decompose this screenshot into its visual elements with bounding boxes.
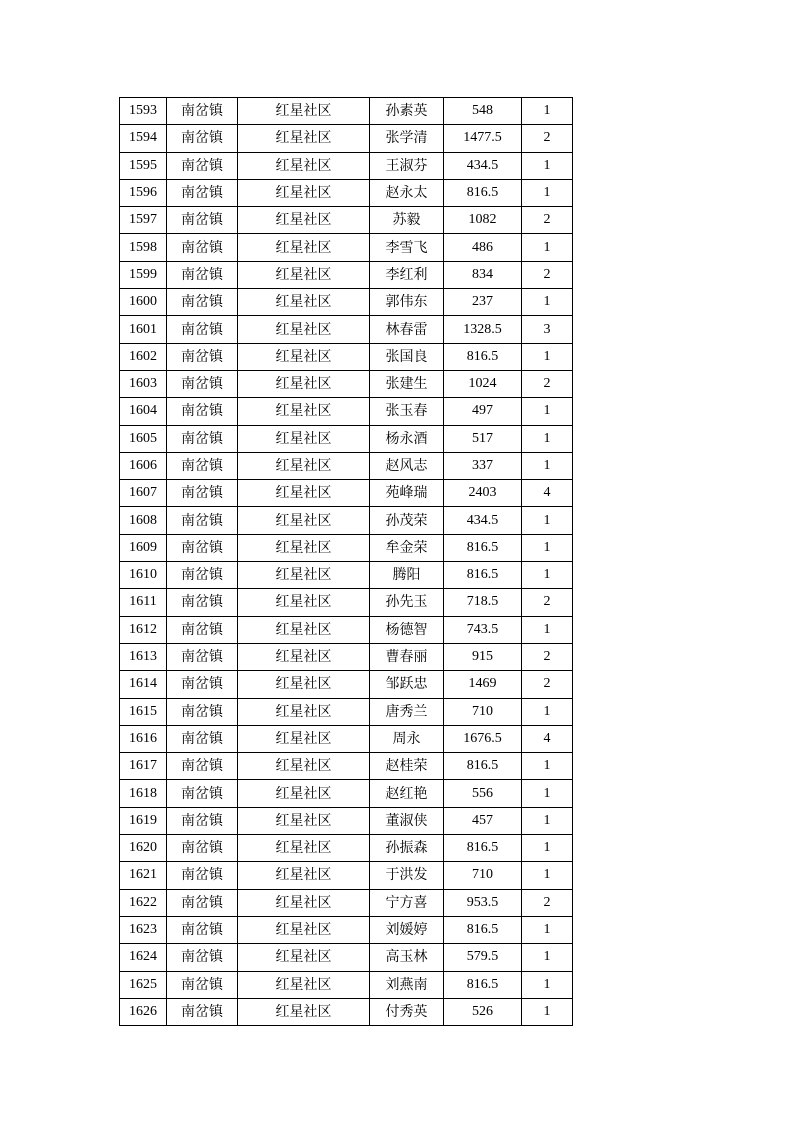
count-cell: 1 [522,398,573,425]
row-number: 1618 [120,780,167,807]
row-number: 1624 [120,944,167,971]
community-cell: 红星社区 [238,862,370,889]
row-number: 1614 [120,671,167,698]
name-cell: 于洪发 [370,862,444,889]
count-cell: 1 [522,152,573,179]
table-row [120,643,573,670]
count-cell: 1 [522,562,573,589]
name-cell: 李红利 [370,261,444,288]
community-cell: 红星社区 [238,916,370,943]
town-cell: 南岔镇 [167,98,238,125]
count-cell: 1 [522,616,573,643]
town-cell: 南岔镇 [167,780,238,807]
table-row [120,671,573,698]
name-cell: 杨永酒 [370,425,444,452]
amount-cell: 816.5 [444,562,522,589]
table-row [120,425,573,452]
table-row [120,370,573,397]
name-cell: 张学清 [370,125,444,152]
name-cell: 赵风志 [370,452,444,479]
town-cell: 南岔镇 [167,807,238,834]
community-cell: 红星社区 [238,98,370,125]
amount-cell: 1676.5 [444,725,522,752]
count-cell: 1 [522,698,573,725]
count-cell: 2 [522,125,573,152]
count-cell: 1 [522,179,573,206]
name-cell: 孙先玉 [370,589,444,616]
count-cell: 1 [522,971,573,998]
town-cell: 南岔镇 [167,152,238,179]
row-number: 1597 [120,207,167,234]
amount-cell: 337 [444,452,522,479]
town-cell: 南岔镇 [167,316,238,343]
community-cell: 红星社区 [238,398,370,425]
amount-cell: 237 [444,289,522,316]
table-row [120,780,573,807]
town-cell: 南岔镇 [167,725,238,752]
row-number: 1598 [120,234,167,261]
count-cell: 2 [522,671,573,698]
name-cell: 牟金荣 [370,534,444,561]
town-cell: 南岔镇 [167,179,238,206]
amount-cell: 743.5 [444,616,522,643]
name-cell: 李雪飞 [370,234,444,261]
name-cell: 赵红艳 [370,780,444,807]
community-cell: 红星社区 [238,289,370,316]
name-cell: 赵桂荣 [370,753,444,780]
amount-cell: 1328.5 [444,316,522,343]
row-number: 1609 [120,534,167,561]
row-number: 1594 [120,125,167,152]
table-row [120,343,573,370]
town-cell: 南岔镇 [167,534,238,561]
count-cell: 4 [522,480,573,507]
amount-cell: 1477.5 [444,125,522,152]
name-cell: 刘媛婷 [370,916,444,943]
table-row [120,234,573,261]
row-number: 1613 [120,643,167,670]
table-row [120,152,573,179]
town-cell: 南岔镇 [167,671,238,698]
row-number: 1600 [120,289,167,316]
row-number: 1619 [120,807,167,834]
community-cell: 红星社区 [238,425,370,452]
town-cell: 南岔镇 [167,507,238,534]
table-row [120,889,573,916]
community-cell: 红星社区 [238,671,370,698]
row-number: 1620 [120,835,167,862]
amount-cell: 710 [444,862,522,889]
name-cell: 唐秀兰 [370,698,444,725]
row-number: 1615 [120,698,167,725]
count-cell: 1 [522,425,573,452]
row-number: 1607 [120,480,167,507]
table-row [120,534,573,561]
table-row [120,507,573,534]
row-number: 1601 [120,316,167,343]
name-cell: 董淑侠 [370,807,444,834]
table-row [120,835,573,862]
community-cell: 红星社区 [238,534,370,561]
count-cell: 2 [522,207,573,234]
town-cell: 南岔镇 [167,616,238,643]
table-row [120,452,573,479]
row-number: 1596 [120,179,167,206]
town-cell: 南岔镇 [167,753,238,780]
community-cell: 红星社区 [238,507,370,534]
amount-cell: 816.5 [444,753,522,780]
community-cell: 红星社区 [238,753,370,780]
table-row [120,944,573,971]
town-cell: 南岔镇 [167,398,238,425]
name-cell: 宁方喜 [370,889,444,916]
town-cell: 南岔镇 [167,916,238,943]
town-cell: 南岔镇 [167,562,238,589]
name-cell: 刘燕南 [370,971,444,998]
town-cell: 南岔镇 [167,370,238,397]
table-row [120,261,573,288]
name-cell: 邹跃忠 [370,671,444,698]
count-cell: 2 [522,261,573,288]
name-cell: 张玉春 [370,398,444,425]
community-cell: 红星社区 [238,370,370,397]
amount-cell: 953.5 [444,889,522,916]
community-cell: 红星社区 [238,643,370,670]
amount-cell: 497 [444,398,522,425]
count-cell: 4 [522,725,573,752]
community-cell: 红星社区 [238,835,370,862]
row-number: 1595 [120,152,167,179]
community-cell: 红星社区 [238,889,370,916]
count-cell: 2 [522,589,573,616]
community-cell: 红星社区 [238,998,370,1025]
town-cell: 南岔镇 [167,207,238,234]
town-cell: 南岔镇 [167,452,238,479]
row-number: 1622 [120,889,167,916]
table-row [120,480,573,507]
amount-cell: 556 [444,780,522,807]
community-cell: 红星社区 [238,944,370,971]
table-row [120,862,573,889]
count-cell: 1 [522,507,573,534]
count-cell: 1 [522,234,573,261]
amount-cell: 834 [444,261,522,288]
data-table [119,97,573,1026]
count-cell: 1 [522,753,573,780]
name-cell: 杨德智 [370,616,444,643]
amount-cell: 526 [444,998,522,1025]
amount-cell: 434.5 [444,152,522,179]
count-cell: 1 [522,807,573,834]
amount-cell: 457 [444,807,522,834]
count-cell: 2 [522,370,573,397]
name-cell: 林春雷 [370,316,444,343]
table-row [120,998,573,1025]
row-number: 1603 [120,370,167,397]
name-cell: 付秀英 [370,998,444,1025]
name-cell: 张国良 [370,343,444,370]
count-cell: 1 [522,98,573,125]
count-cell: 1 [522,343,573,370]
amount-cell: 816.5 [444,835,522,862]
amount-cell: 816.5 [444,343,522,370]
row-number: 1599 [120,261,167,288]
count-cell: 1 [522,534,573,561]
name-cell: 孙素英 [370,98,444,125]
table-row [120,916,573,943]
town-cell: 南岔镇 [167,125,238,152]
amount-cell: 816.5 [444,916,522,943]
town-cell: 南岔镇 [167,425,238,452]
community-cell: 红星社区 [238,971,370,998]
count-cell: 1 [522,452,573,479]
name-cell: 苑峰瑞 [370,480,444,507]
amount-cell: 1024 [444,370,522,397]
table-row [120,616,573,643]
table-row [120,207,573,234]
count-cell: 1 [522,289,573,316]
table-row [120,98,573,125]
row-number: 1621 [120,862,167,889]
amount-cell: 816.5 [444,179,522,206]
row-number: 1610 [120,562,167,589]
row-number: 1604 [120,398,167,425]
community-cell: 红星社区 [238,316,370,343]
amount-cell: 816.5 [444,534,522,561]
row-number: 1602 [120,343,167,370]
name-cell: 孙振森 [370,835,444,862]
amount-cell: 1082 [444,207,522,234]
amount-cell: 2403 [444,480,522,507]
community-cell: 红星社区 [238,725,370,752]
town-cell: 南岔镇 [167,835,238,862]
town-cell: 南岔镇 [167,589,238,616]
table-row [120,289,573,316]
count-cell: 1 [522,916,573,943]
count-cell: 2 [522,889,573,916]
table-row [120,179,573,206]
community-cell: 红星社区 [238,234,370,261]
table-row [120,562,573,589]
table-row [120,807,573,834]
town-cell: 南岔镇 [167,698,238,725]
name-cell: 高玉林 [370,944,444,971]
community-cell: 红星社区 [238,125,370,152]
table-row [120,971,573,998]
community-cell: 红星社区 [238,589,370,616]
count-cell: 3 [522,316,573,343]
row-number: 1623 [120,916,167,943]
community-cell: 红星社区 [238,480,370,507]
community-cell: 红星社区 [238,780,370,807]
community-cell: 红星社区 [238,152,370,179]
table-row [120,316,573,343]
community-cell: 红星社区 [238,807,370,834]
row-number: 1612 [120,616,167,643]
row-number: 1608 [120,507,167,534]
amount-cell: 816.5 [444,971,522,998]
table-row [120,725,573,752]
town-cell: 南岔镇 [167,343,238,370]
town-cell: 南岔镇 [167,234,238,261]
row-number: 1626 [120,998,167,1025]
community-cell: 红星社区 [238,343,370,370]
row-number: 1605 [120,425,167,452]
community-cell: 红星社区 [238,207,370,234]
town-cell: 南岔镇 [167,480,238,507]
town-cell: 南岔镇 [167,643,238,670]
name-cell: 苏毅 [370,207,444,234]
count-cell: 1 [522,862,573,889]
count-cell: 1 [522,780,573,807]
amount-cell: 1469 [444,671,522,698]
town-cell: 南岔镇 [167,889,238,916]
row-number: 1611 [120,589,167,616]
name-cell: 张建生 [370,370,444,397]
community-cell: 红星社区 [238,562,370,589]
name-cell: 孙茂荣 [370,507,444,534]
row-number: 1593 [120,98,167,125]
name-cell: 赵永太 [370,179,444,206]
community-cell: 红星社区 [238,698,370,725]
amount-cell: 517 [444,425,522,452]
table-row [120,398,573,425]
name-cell: 周永 [370,725,444,752]
community-cell: 红星社区 [238,616,370,643]
amount-cell: 710 [444,698,522,725]
community-cell: 红星社区 [238,179,370,206]
name-cell: 王淑芬 [370,152,444,179]
row-number: 1606 [120,452,167,479]
town-cell: 南岔镇 [167,261,238,288]
table-row [120,589,573,616]
table-row [120,753,573,780]
amount-cell: 579.5 [444,944,522,971]
amount-cell: 548 [444,98,522,125]
name-cell: 郭伟东 [370,289,444,316]
count-cell: 2 [522,643,573,670]
name-cell: 曹春丽 [370,643,444,670]
town-cell: 南岔镇 [167,971,238,998]
count-cell: 1 [522,835,573,862]
town-cell: 南岔镇 [167,289,238,316]
community-cell: 红星社区 [238,261,370,288]
row-number: 1617 [120,753,167,780]
town-cell: 南岔镇 [167,862,238,889]
amount-cell: 915 [444,643,522,670]
row-number: 1616 [120,725,167,752]
town-cell: 南岔镇 [167,944,238,971]
amount-cell: 486 [444,234,522,261]
name-cell: 腾阳 [370,562,444,589]
row-number: 1625 [120,971,167,998]
amount-cell: 434.5 [444,507,522,534]
count-cell: 1 [522,944,573,971]
town-cell: 南岔镇 [167,998,238,1025]
table-body [120,98,573,1026]
amount-cell: 718.5 [444,589,522,616]
table-row [120,125,573,152]
table-row [120,698,573,725]
count-cell: 1 [522,998,573,1025]
community-cell: 红星社区 [238,452,370,479]
